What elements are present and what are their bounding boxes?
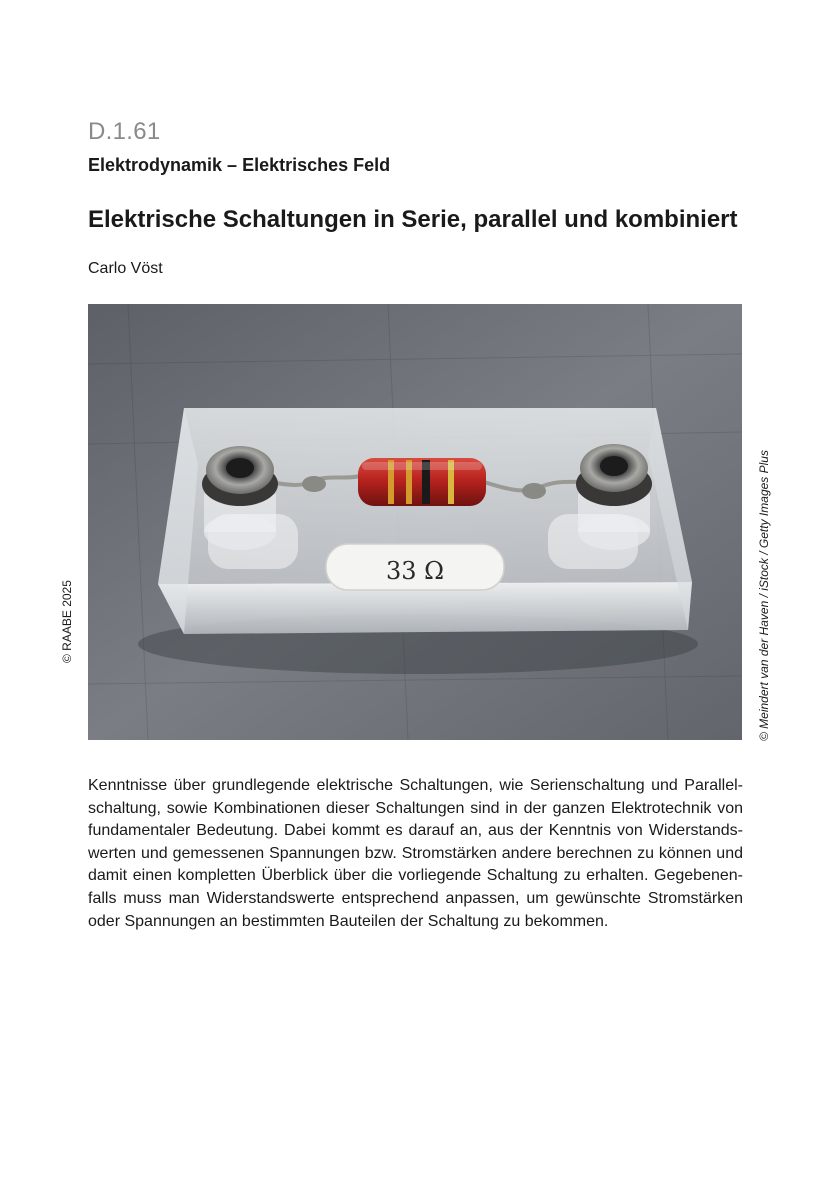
resistor-label: 33 Ω (385, 557, 445, 585)
intro-paragraph: Kenntnisse über grundlegende elektrische Schaltungen, wie Serienschaltung und Parallelschaltung, sowie Kombinationen dieser Schaltungen sind in der ganzen Elektrotechnik von fundamentaler Bedeutung. Dabei kommt es darauf an, aus der Kenntnis von Widerstandswerten und gemessenen Spannungen bzw. Stromstärken andere berechnen zu können und damit einen kompletten Überblick über die vorliegende Schaltung zu erhalten. Gegebenenfalls muss man Widerstandswerte entsprechend anpassen, um gewünschte Stromstärken oder Spannungen an bestimmten Bauteilen der Schaltung zu bekommen. (88, 777, 743, 930)
subject-heading: Elektrodynamik – Elektrisches Feld (88, 155, 391, 175)
author-name: Carlo Vöst (88, 260, 163, 277)
resistor-photo (88, 304, 742, 740)
copyright-notice: © RAABE 2025 (60, 580, 74, 663)
page-title: Elektrische Schaltungen in Serie, parallel und kombiniert (88, 206, 738, 233)
document-code: D.1.61 (88, 118, 161, 145)
photo-credit: © Meindert van der Haven / iStock / Getty Images Plus (757, 450, 771, 741)
